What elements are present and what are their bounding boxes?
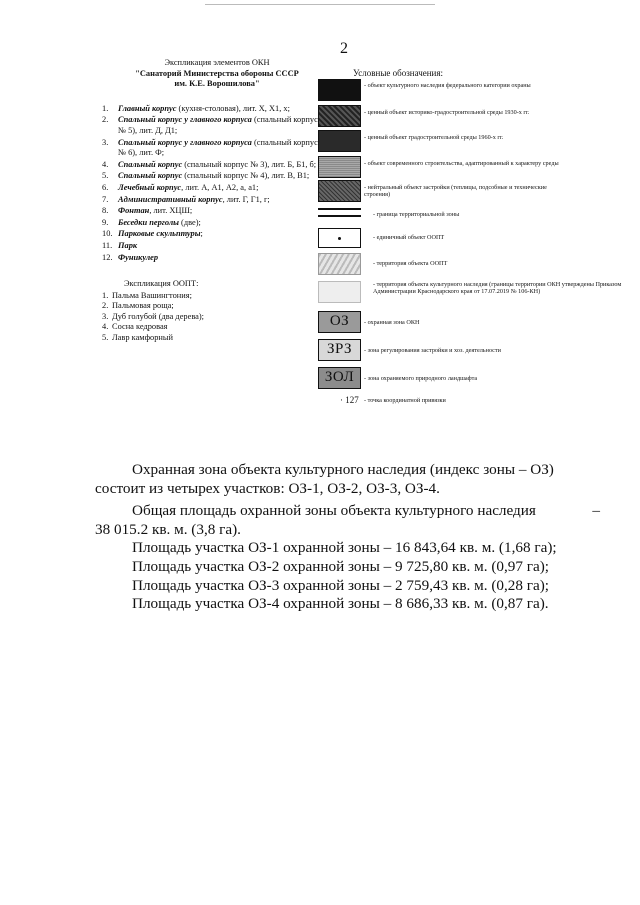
list-item: 5. Спальный корпус (спальный корпус № 4), лит. В, В1; <box>102 171 310 181</box>
list-item: 3. Дуб голубой (два дерева); <box>102 311 204 321</box>
point-label: · 127 <box>340 395 359 405</box>
list-item: 2. Пальмовая роща; <box>102 301 174 311</box>
swatch-neutral <box>318 180 361 202</box>
legend-item: - территория объекта культурного наследия (границы территории ОКН утверждены Приказом Администрации Краснодарского края от 17.07.2019 № 106-КН) <box>318 281 638 311</box>
swatch-zrz: ЗРЗ <box>318 339 361 361</box>
list-item: 5. Лавр камфорный <box>102 333 173 343</box>
area-line: Площадь участка ОЗ-2 охранной зоны – 9 725,80 кв. м. (0,97 га); <box>132 557 550 575</box>
legend-item: - единичный объект ООПТ <box>318 228 638 258</box>
list-item: 6. Лечебный корпус, лит. А, А1, А2, а, а1; <box>102 182 259 192</box>
swatch-zone-border <box>318 208 361 217</box>
list-item: 3. Спальный корпус у главного корпуса (спальный корпус № 6), лит. Ф; <box>102 137 318 158</box>
list-item: 10. Парковые скульптуры; <box>102 229 203 239</box>
paragraph: Охранная зона объекта культурного наследия (индекс зоны – ОЗ) состоит из четырех участков: ОЗ-1, ОЗ-2, ОЗ-3, ОЗ-4. <box>95 461 554 497</box>
legend-item: - ценный объект градостроительной среды 1960-х гг. <box>318 130 638 160</box>
list-item: 1. Главный корпус (кухня-столовая), лит. Х, Х1, х; <box>102 103 290 113</box>
okn-explication <box>102 58 322 344</box>
legend-item: ОЗ - охранная зона ОКН <box>318 311 638 341</box>
paragraph: 38 015.2 кв. м. (3,8 га). <box>95 520 241 538</box>
explication-subtitle-2: им. К.Е. Ворошилова" <box>174 79 260 89</box>
oopt-title: Экспликация ООПТ: <box>124 279 199 289</box>
swatch-single-oopt <box>318 228 361 248</box>
list-item: 7. Административный корпус, лит. Г, Г1, г; <box>102 194 270 204</box>
top-rule <box>205 4 435 5</box>
list-item: 2. Спальный корпус у главного корпуса (спальный корпус № 5), лит. Д, Д1; <box>102 115 318 135</box>
swatch-valuable-1930 <box>318 105 361 127</box>
swatch-valuable-1960 <box>318 130 361 152</box>
swatch-okn-territory <box>318 281 361 303</box>
list-item: 12. Фуникулер <box>102 252 159 262</box>
list-item: 9. Беседки перголы (две); <box>102 217 201 227</box>
area-line: Площадь участка ОЗ-3 охранной зоны – 2 759,43 кв. м. (0,28 га); <box>132 576 550 594</box>
area-line: Площадь участка ОЗ-4 охранной зоны – 8 686,33 кв. м. (0,87 га). <box>132 595 549 613</box>
legend-item: ЗОЛ - зона охраняемого природного ландшафта <box>318 367 638 397</box>
list-item: 4. Спальный корпус (спальный корпус № 3), лит. Б, Б1, б; <box>102 159 317 169</box>
legend-item: - объект современного строительства, адаптированный к характеру среды <box>318 156 638 186</box>
list-item: 8. Фонтан, лит. ХЦШ; <box>102 206 193 216</box>
legend-item: - граница территориальной зоны <box>318 208 638 238</box>
legend-item: - территория объекта ООПТ <box>318 253 638 283</box>
legend-item: ЗРЗ - зона регулирования застройки и хоз. деятельности <box>318 339 638 369</box>
legend-item: - нейтральный объект застройки (теплицы, подсобные и технические строения) <box>318 180 638 210</box>
list-item: 4. Сосна кедровая <box>102 322 168 332</box>
explication-subtitle: "Санаторий Министерства обороны СССР <box>135 68 299 78</box>
legend-item: - объект культурного наследия федерального категории охраны <box>318 79 638 109</box>
oopt-list <box>102 291 322 344</box>
page-number: 2 <box>340 40 348 57</box>
list-item: 1. Пальма Вашингтония; <box>102 290 192 300</box>
area-line: Площадь участка ОЗ-1 охранной зоны – 16 843,64 кв. м. (1,68 га); <box>132 539 557 557</box>
paragraph: Общая площадь охранной зоны объекта культурного наследия – <box>132 502 600 520</box>
list-item: 11. Парк <box>102 240 138 250</box>
swatch-okn-federal <box>318 79 361 101</box>
legend-item: - ценный объект историко-градостроительной среды 1930-х гг. <box>318 105 638 135</box>
explication-title: Экспликация элементов ОКН <box>164 58 270 67</box>
swatch-oz: ОЗ <box>318 311 361 333</box>
body-text <box>95 461 600 614</box>
okn-list <box>102 104 322 263</box>
swatch-zol: ЗОЛ <box>318 367 361 389</box>
swatch-oopt-territory <box>318 253 361 275</box>
legend-item: · 127 - точка координатной привязки <box>340 395 446 405</box>
legend-title: Условные обозначения: <box>353 68 444 78</box>
swatch-modern <box>318 156 361 178</box>
